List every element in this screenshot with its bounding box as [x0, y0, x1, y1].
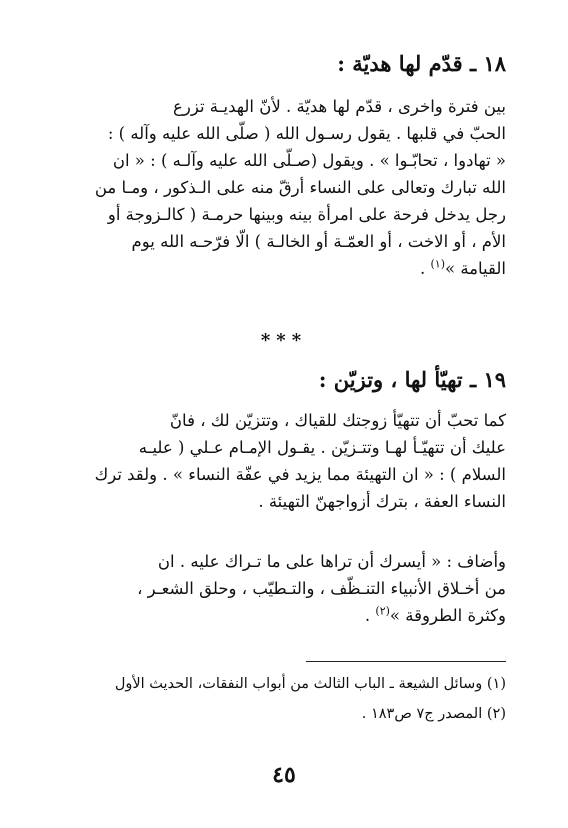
- section-18-heading: ١٨ ـ قدّم لها هديّة :: [337, 51, 506, 76]
- text-line: بين فترة واخرى ، قدّم لها هديّة . لأنّ الهديـة تزرع: [173, 97, 506, 116]
- text-fragment: القيامة »: [445, 259, 506, 278]
- text-line: « تهادوا ، تحابّـوا » . ويقول (صـلّى الله عليه وآلـه ) : « ان: [112, 151, 506, 170]
- footnote-divider: [306, 661, 506, 662]
- sentence-end: .: [419, 259, 431, 278]
- text-line: كما تحبّ أن تتهيّأ زوجتك للقياك ، وتتزيّن لك ، فانّ: [169, 411, 506, 430]
- text-line: السلام ) : « ان التهيئة مما يزيد في عفّة النساء » . ولقد ترك: [94, 465, 506, 484]
- footnote-ref-1: (١): [430, 257, 445, 271]
- sentence-end: .: [364, 606, 376, 625]
- footnote-1: (١) وسائل الشيعة ـ الباب الثالث من أبواب النفقات، الحديث الأول: [114, 676, 506, 692]
- text-line: الأم ، أو الاخت ، أو العمّـة أو الخالـة ) الّا فرّحـه الله يوم: [131, 232, 506, 251]
- section-19-heading: ١٩ ـ تهيّأ لها ، وتزيّن :: [318, 367, 506, 392]
- text-line: عليك أن تتهيّـأ لهـا وتتـزيّن . يقـول الإمـام عـلي ( عليـه: [138, 438, 506, 457]
- section-18-paragraph: [62, 93, 506, 282]
- section-separator: ***: [260, 330, 308, 351]
- text-line: من أخـلاق الأنبياء التنـظّف ، والتـطيّب ، وحلق الشعـر ،: [137, 579, 506, 598]
- text-line: رجل يدخل فرحة على امرأة بينه وبينها حرمـة ( كالـزوجة أو: [107, 205, 506, 224]
- text-line: النساء العفة ، بترك أزواجهنّ التهيئة .: [258, 492, 506, 511]
- text-line-last: [62, 602, 506, 629]
- text-line: الحبّ في قلبها . يقول رسـول الله ( صلّى الله عليه وآله ) :: [107, 124, 506, 143]
- footnote-ref-2: (٢): [375, 604, 390, 618]
- page-number: ٤٥: [272, 762, 296, 788]
- text-line: الله تبارك وتعالى على النساء أرقّ منه على الـذكور ، ومـا من: [94, 178, 506, 197]
- footnote-2: (٢) المصدر ج٧ ص١٨٣ .: [361, 706, 506, 722]
- section-19-paragraph-1: [62, 407, 506, 515]
- text-fragment: وكثرة الطروقة »: [389, 606, 506, 625]
- text-line: وأضاف : « أيسرك أن تراها على ما تـراك عليه . ان: [157, 552, 506, 571]
- section-19-paragraph-2: [62, 548, 506, 629]
- text-line-last: [62, 255, 506, 282]
